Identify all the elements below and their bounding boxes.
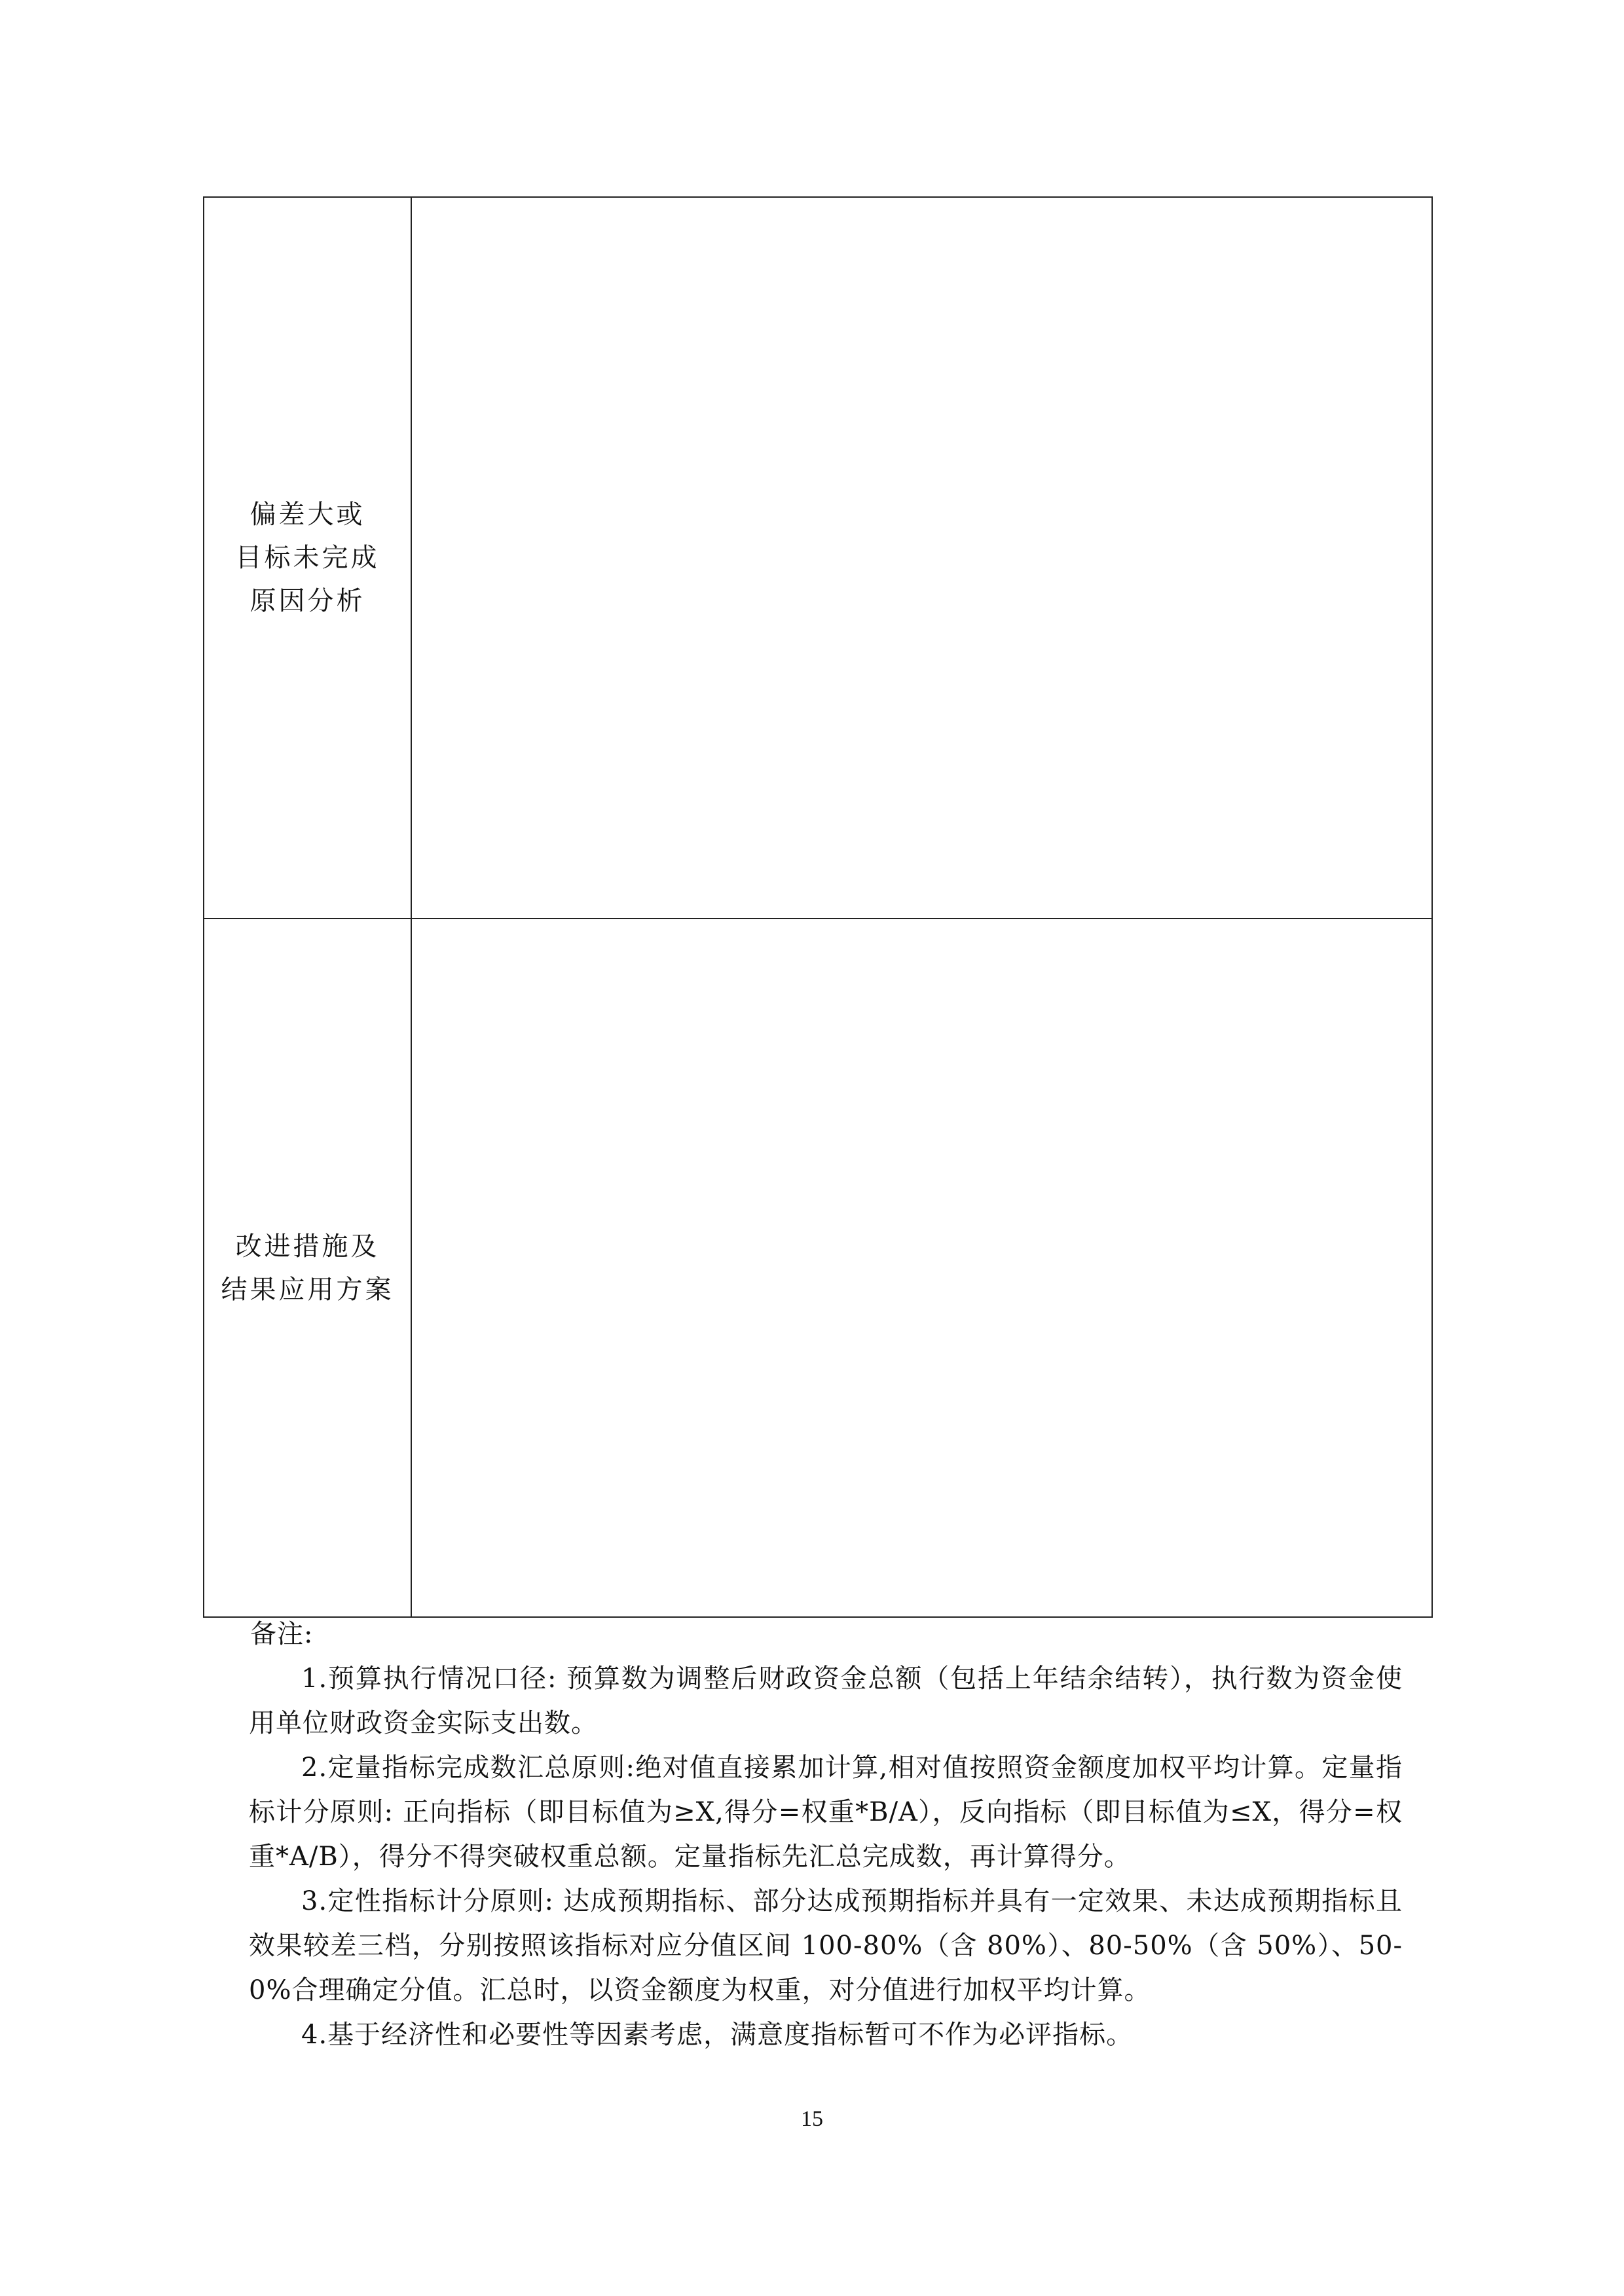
- label-line: 原因分析: [249, 586, 365, 616]
- note-item-2: 2.定量指标完成数汇总原则:绝对值直接累加计算,相对值按照资金额度加权平均计算。定量指标计分原则: 正向指标（即目标值为≥X,得分=权重*B/A），反向指标（即目标值为≤X，得分=权重*A/B），得分不得突破权重总额。定量指标先汇总完成数，再计算得分。: [249, 1753, 1403, 1872]
- label-line: 结果应用方案: [221, 1274, 394, 1305]
- page-number: 15: [801, 2107, 823, 2131]
- row-label-improvement-measures: [204, 919, 411, 1617]
- notes-title: 备注:: [250, 1619, 314, 1649]
- table-row-improvement-measures: [204, 919, 1432, 1617]
- note-item-1: 1.预算执行情况口径: 预算数为调整后财政资金总额（包括上年结余结转），执行数为资金使用单位财政资金实际支出数。: [249, 1664, 1403, 1738]
- report-table: [203, 196, 1433, 1618]
- notes-section: [250, 1612, 1403, 2057]
- table-row-deviation-analysis: [204, 197, 1432, 919]
- note-item-3: 3.定性指标计分原则: 达成预期指标、部分达成预期指标并具有一定效果、未达成预期指标且效果较差三档，分别按照该指标对应分值区间 100-80%（含 80%）、80-50%（含 50%）、50-0%合理确定分值。汇总时，以资金额度为权重，对分值进行加权平均计算。: [249, 1886, 1403, 2005]
- row-label-deviation-analysis: [204, 197, 411, 919]
- label-line: 偏差大或: [249, 500, 365, 530]
- label-line: 改进措施及: [235, 1231, 380, 1262]
- label-line: 目标未完成: [235, 543, 380, 573]
- deviation-analysis-content[interactable]: [411, 197, 1432, 919]
- improvement-measures-content[interactable]: [411, 919, 1432, 1617]
- note-item-4: 4.基于经济性和必要性等因素考虑，满意度指标暂可不作为必评指标。: [301, 2020, 1134, 2050]
